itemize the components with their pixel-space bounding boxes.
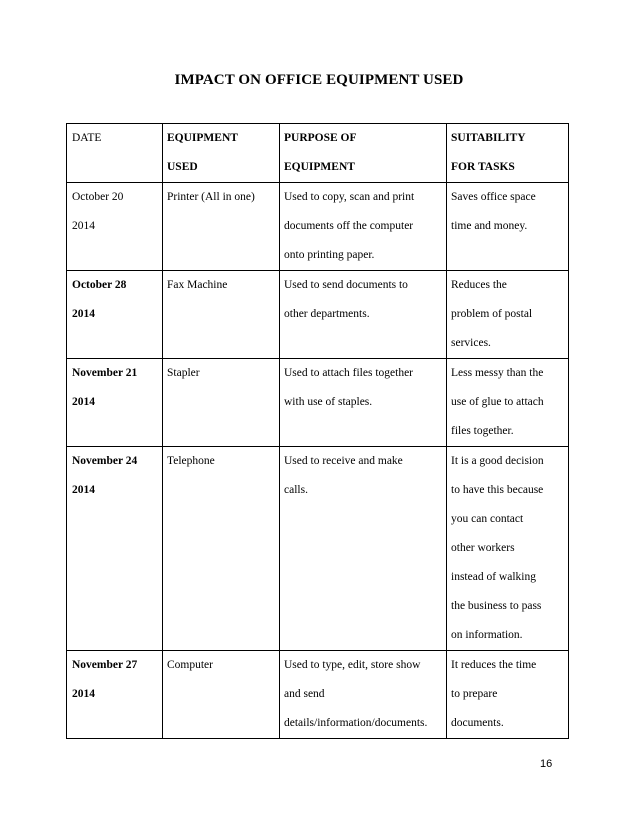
- cell-line: Less messy than the: [451, 367, 544, 379]
- date-cell: [67, 271, 163, 359]
- suitability-cell: [447, 271, 569, 359]
- table-row: [67, 183, 569, 271]
- purpose-cell: [280, 651, 447, 739]
- cell-line: time and money.: [451, 220, 528, 232]
- cell-line: problem of postal: [451, 308, 533, 320]
- cell-line: Used to copy, scan and print: [284, 191, 415, 203]
- table-header-row: [67, 124, 569, 183]
- cell-line: documents off the computer: [284, 220, 414, 232]
- cell-line: you can contact: [451, 513, 524, 525]
- cell-line: to have this because: [451, 484, 544, 496]
- cell-line: 2014: [72, 484, 95, 496]
- table-row: [67, 271, 569, 359]
- equipment-table: [66, 123, 569, 739]
- cell-line: to prepare: [451, 688, 498, 700]
- cell-line: with use of staples.: [284, 396, 373, 408]
- cell-line: It is a good decision: [451, 455, 544, 467]
- header-date: [67, 124, 163, 183]
- cell-line: Printer (All in one): [167, 191, 255, 203]
- cell-line: files together.: [451, 425, 514, 437]
- table-body: [67, 183, 569, 739]
- header-equipment: [163, 124, 280, 183]
- page-title: IMPACT ON OFFICE EQUIPMENT USED: [174, 72, 464, 88]
- cell-line: and send: [284, 688, 325, 700]
- equipment-cell: [163, 183, 280, 271]
- cell-line: on information.: [451, 629, 523, 641]
- header-purpose: [280, 124, 447, 183]
- suitability-cell: [447, 183, 569, 271]
- cell-line: use of glue to attach: [451, 396, 544, 408]
- suitability-cell: [447, 447, 569, 651]
- cell-line: Stapler: [167, 367, 200, 379]
- header-line: PURPOSE OF: [284, 132, 357, 144]
- table-row: [67, 359, 569, 447]
- equipment-cell: [163, 271, 280, 359]
- header-line: DATE: [72, 132, 102, 144]
- equipment-cell: [163, 359, 280, 447]
- cell-line: the business to pass: [451, 600, 542, 612]
- header-line: EQUIPMENT: [167, 132, 238, 144]
- equipment-cell: [163, 651, 280, 739]
- cell-line: 2014: [72, 396, 95, 408]
- cell-line: Used to send documents to: [284, 279, 408, 291]
- cell-line: Fax Machine: [167, 279, 228, 291]
- date-cell: [67, 183, 163, 271]
- header-line: FOR TASKS: [451, 161, 515, 173]
- header-suitability: [447, 124, 569, 183]
- date-cell: [67, 447, 163, 651]
- cell-line: services.: [451, 337, 491, 349]
- page-number: 16: [540, 758, 553, 770]
- table-row: [67, 651, 569, 739]
- purpose-cell: [280, 271, 447, 359]
- cell-line: calls.: [284, 484, 308, 496]
- header-line: USED: [167, 161, 198, 173]
- cell-line: documents.: [451, 717, 504, 729]
- equipment-cell: [163, 447, 280, 651]
- cell-line: instead of walking: [451, 571, 536, 583]
- cell-line: Telephone: [167, 455, 215, 467]
- cell-line: Used to type, edit, store show: [284, 659, 421, 671]
- cell-line: October 20: [72, 191, 124, 203]
- suitability-cell: [447, 651, 569, 739]
- purpose-cell: [280, 447, 447, 651]
- cell-line: 2014: [72, 688, 95, 700]
- cell-line: October 28: [72, 279, 127, 291]
- cell-line: other workers: [451, 542, 515, 554]
- cell-line: Used to attach files together: [284, 367, 414, 379]
- purpose-cell: [280, 359, 447, 447]
- date-cell: [67, 651, 163, 739]
- cell-line: November 27: [72, 659, 138, 671]
- cell-line: other departments.: [284, 308, 370, 320]
- cell-line: Saves office space: [451, 191, 536, 203]
- cell-line: 2014: [72, 308, 95, 320]
- table-row: [67, 447, 569, 651]
- purpose-cell: [280, 183, 447, 271]
- cell-line: onto printing paper.: [284, 249, 375, 261]
- header-line: SUITABILITY: [451, 132, 526, 144]
- cell-line: Computer: [167, 659, 213, 671]
- suitability-cell: [447, 359, 569, 447]
- cell-line: Reduces the: [451, 279, 507, 291]
- header-line: EQUIPMENT: [284, 161, 355, 173]
- cell-line: November 24: [72, 455, 138, 467]
- cell-line: details/information/documents.: [284, 717, 428, 729]
- cell-line: It reduces the time: [451, 659, 537, 671]
- cell-line: 2014: [72, 220, 95, 232]
- date-cell: [67, 359, 163, 447]
- cell-line: November 21: [72, 367, 138, 379]
- cell-line: Used to receive and make: [284, 455, 403, 467]
